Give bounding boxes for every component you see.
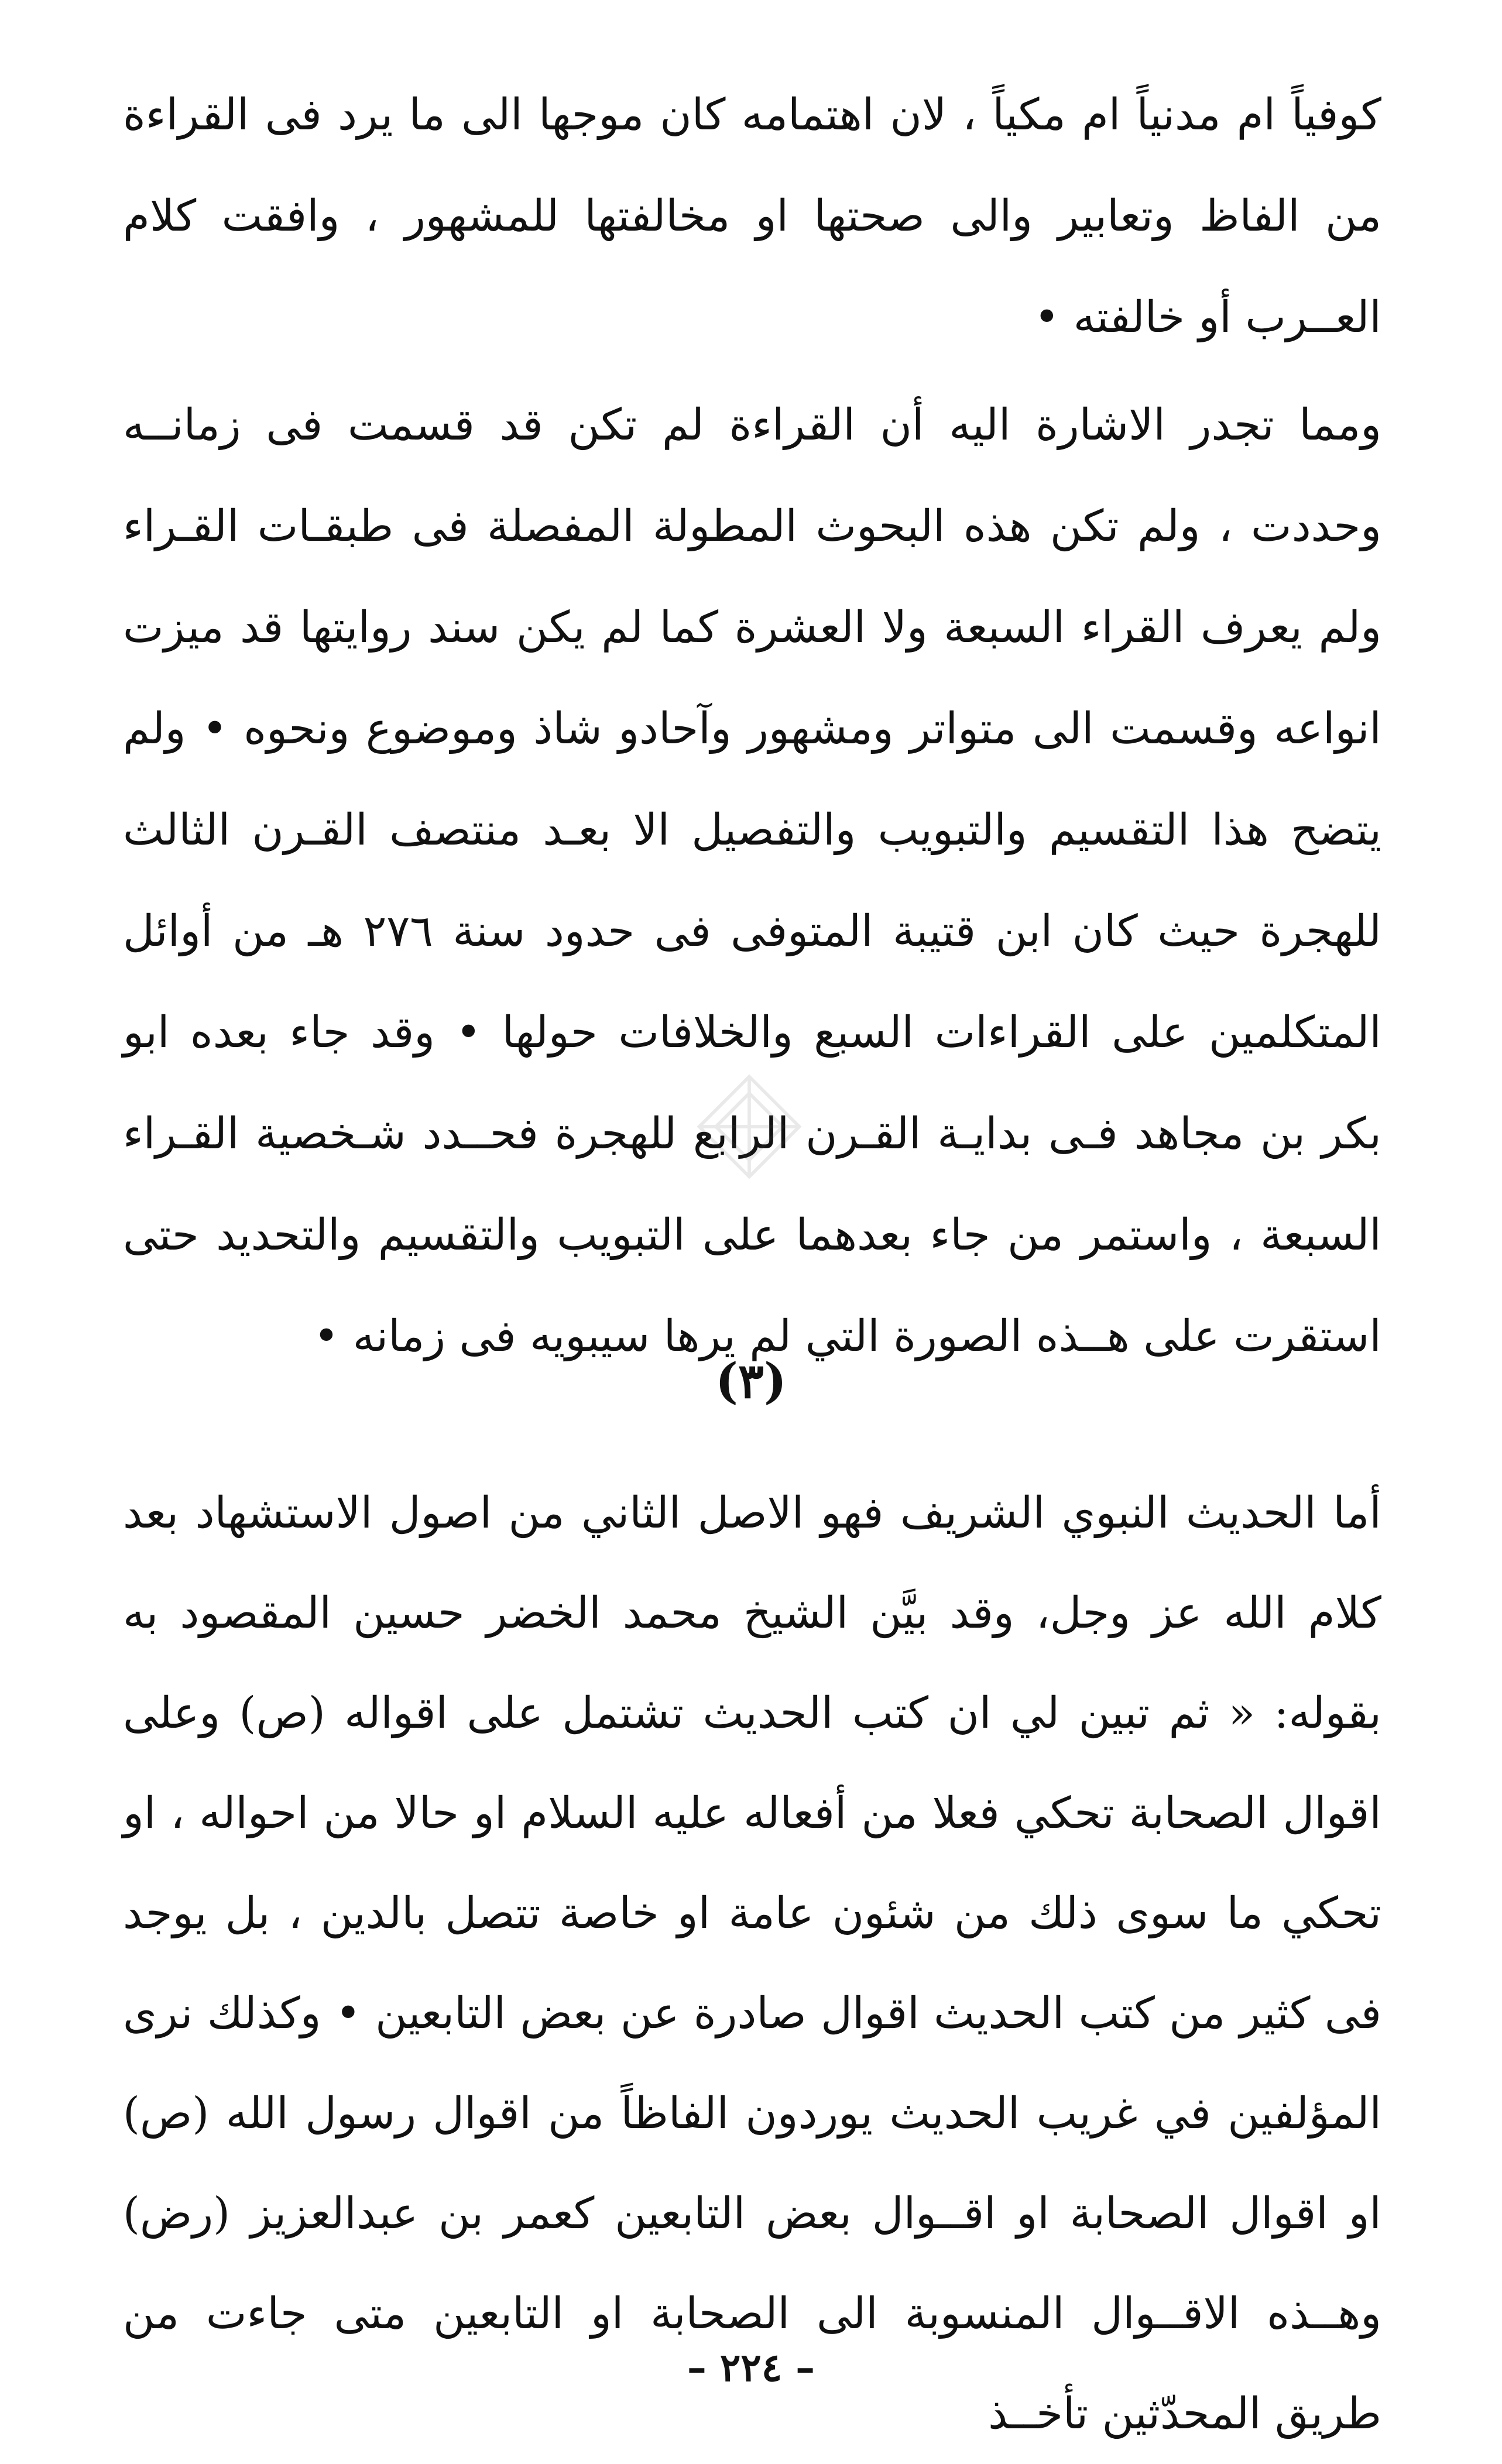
paragraph-1-text: كوفياً ام مدنياً ام مكياً ، لان اهتمامه كان موجها الى ما يرد فى القراءة من الفاظ وتعابير والى صحتها او مخالفتها للمشهور ، وافقت كلام العــرب أو خالفته •	[123, 90, 1381, 342]
section-number: (٣)	[715, 1353, 787, 1409]
paragraph-3	[123, 1463, 1381, 2464]
paragraph-2	[123, 375, 1381, 1387]
paragraph-2-text: ومما تجدر الاشارة اليه أن القراءة لم تكن قد قسمت فى زمانــه وحددت ، ولم تكن هذه البحوث المطولة المفصلة فى طبقـات القـراء ولم يعرف القراء السبعة ولا العشرة كما لم يكن سند روايتها قد ميزت انواعه وقسمت الى متواتر ومشهور وآحادو شاذ وموضوع ونحوه • ولم يتضح هذا التقسيم والتبويب والتفصيل الا بعـد منتصف القـرن الثالث للهجرة حيث كان ابن قتيبة المتوفى فى حدود سنة ٢٧٦ هـ من أوائل المتكلمين على القراءات السبع والخلافات حولها • وقد جاء بعده ابو بكر بن مجاهد فـى بدايـة القـرن الرابع للهجرة فحــدد شـخصية القـراء السبعة ، واستمر من جاء بعدهما على التبويب والتقسيم والتحديد حتى استقرت على هــذه الصورة التي لم يرها سيبويه فى زمانه •	[123, 400, 1381, 1361]
paragraph-1	[123, 64, 1381, 368]
watermark-logo-icon	[694, 1071, 805, 1182]
page-number: – ٢٢٤ –	[687, 2345, 815, 2390]
paragraph-3-text: أما الحديث النبوي الشريف فهو الاصل الثاني من اصول الاستشهاد بعد كلام الله عز وجل، وقد بيَّن الشيخ محمد الخضر حسين المقصود به بقوله: « ثم تبين لي ان كتب الحديث تشتمل على اقواله (ص) وعلى اقوال الصحابة تحكي فعلا من أفعاله عليه السلام او حالا من احواله ، او تحكي ما سوى ذلك من شئون عامة او خاصة تتصل بالدين ، بل يوجد فى كثير من كتب الحديث اقوال صادرة عن بعض التابعين • وكذلك نرى المؤلفين في غريب الحديث يوردون الفاظاً من اقوال رسول الله (ص) او اقوال الصحابة او اقــوال بعض التابعين كعمر بن عبدالعزيز (رض) وهــذه الاقــوال المنسوبة الى الصحابة او التابعين متى جاءت من طريق المحدّثين تأخــذ	[123, 1488, 1381, 2439]
